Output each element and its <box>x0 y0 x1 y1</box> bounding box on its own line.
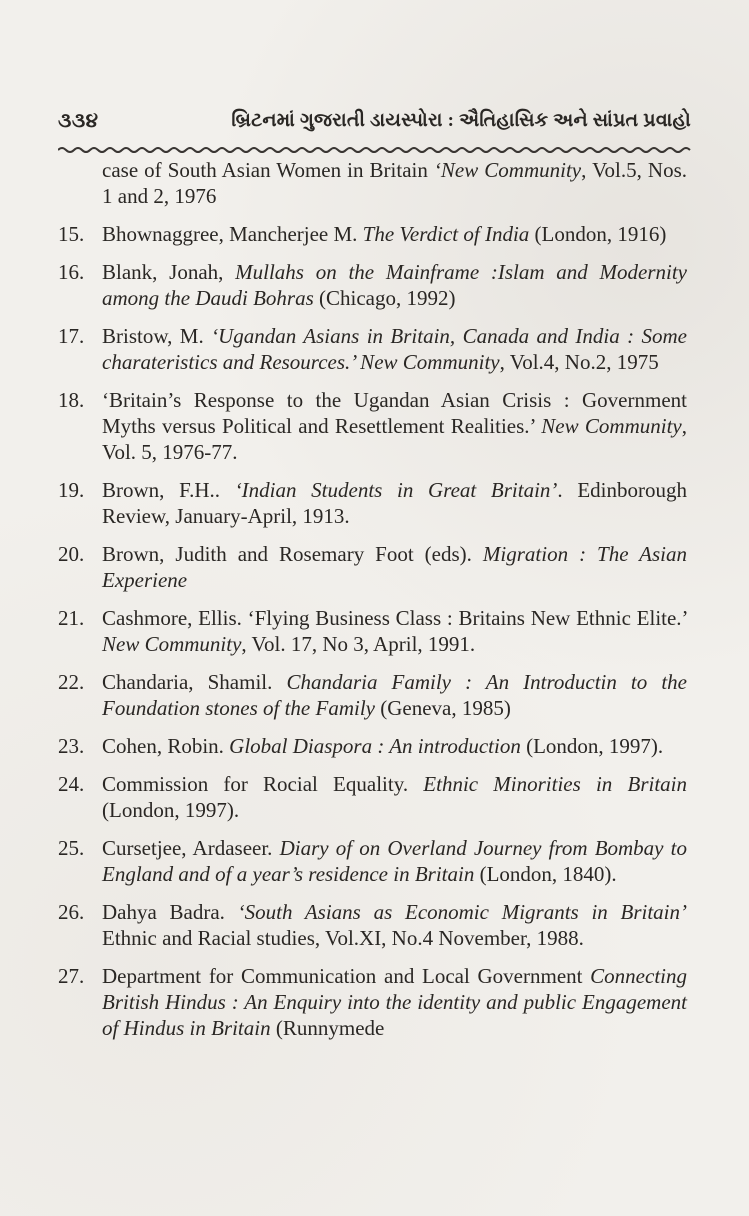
entry-title-italic: New Community <box>541 414 682 438</box>
bibliography-entry <box>58 733 687 759</box>
entry-title-italic: Mullahs on the Mainframe :Islam and Modernity among the Daudi Bohras <box>102 260 688 310</box>
bibliography-entry <box>58 835 687 887</box>
entry-number: 18. <box>58 388 85 412</box>
page-header <box>58 110 691 142</box>
entry-title-italic: The Verdict of India <box>362 222 530 246</box>
entry-number: 15. <box>58 222 85 246</box>
entry-text-segment: case of South Asian Women in Britain <box>102 158 434 182</box>
entry-text-segment: (London, 1916) <box>529 222 667 246</box>
entry-text-segment: Chandaria, Shamil. <box>102 670 287 694</box>
entry-number: 21. <box>58 606 85 630</box>
entry-title-italic: Migration : The Asian Experiene <box>102 542 687 592</box>
entry-text <box>102 541 687 593</box>
entry-text <box>102 669 687 721</box>
entry-text-segment: , Vol.4, No.2, 1975 <box>499 350 659 374</box>
bibliography-entry <box>58 771 687 823</box>
entry-number: 22. <box>58 670 85 694</box>
entry-text-segment: (London, 1997). <box>520 734 664 758</box>
entry-text <box>102 835 687 887</box>
entry-text <box>102 771 687 823</box>
entry-text-segment: Dahya Badra. <box>102 900 238 924</box>
bibliography-entry <box>58 963 687 1041</box>
bibliography-entry <box>58 221 687 247</box>
bibliography-entry <box>58 157 687 209</box>
running-title: બ્રિટનમાં ગુજરાતી ડાયસ્પોરા : ઐતિહાસિક અને સાંપ્રત પ્રવાહો <box>231 110 691 131</box>
entry-number: 16. <box>58 260 85 284</box>
entry-text-segment: (Runnymede <box>270 1016 385 1040</box>
page-number: ૩૩૪ <box>58 110 99 132</box>
bibliography-entry <box>58 259 687 311</box>
bibliography-entry <box>58 899 687 951</box>
entry-text-segment: (London, 1840). <box>474 862 617 886</box>
entry-text <box>102 477 687 529</box>
entry-text-segment: Bristow, M. <box>102 324 212 348</box>
bibliography-entry <box>58 323 687 375</box>
entry-text-segment: ‘Britain’s Response to the Ugandan Asian Crisis : Government Myths versus Political and Resettlement Realities.’ <box>102 388 687 438</box>
entry-text-segment: Brown, Judith and Rosemary Foot (eds). <box>102 542 483 566</box>
entry-text-segment: Cohen, Robin. <box>102 734 230 758</box>
entry-text <box>102 899 687 951</box>
entry-text <box>102 963 687 1041</box>
entry-text-segment: (Geneva, 1985) <box>374 696 511 720</box>
bibliography-entry <box>58 387 687 465</box>
entry-title-italic: ‘New Community <box>433 158 582 182</box>
entry-text <box>102 387 687 465</box>
entry-number: 25. <box>58 836 85 860</box>
entry-title-italic: New Community <box>102 632 242 656</box>
bibliography-entry <box>58 541 687 593</box>
entry-text <box>102 259 687 311</box>
entry-text <box>102 733 687 759</box>
entry-number: 23. <box>58 734 85 758</box>
entry-text-segment: Cursetjee, Ardaseer. <box>102 836 280 860</box>
entry-text <box>102 605 687 657</box>
entry-text-segment: . Edinborough Review, January-April, 1913. <box>102 478 688 528</box>
entry-number: 26. <box>58 900 85 924</box>
entry-number: 19. <box>58 478 85 502</box>
entry-text-segment: Department for Communication and Local Government <box>102 964 591 988</box>
wavy-rule-icon <box>58 146 691 154</box>
entry-text-segment: Blank, Jonah, <box>102 260 236 284</box>
entry-title-italic: ‘Ugandan Asians in Britain, Canada and India : Some charateristics and Resources.’ New Community <box>102 324 687 374</box>
entry-text-segment: Bhownaggree, Mancherjee M. <box>102 222 363 246</box>
entry-title-italic: Global Diaspora : An introduction <box>229 734 521 758</box>
entry-title-italic: Connecting British Hindus : An Enquiry into the identity and public Engagement of Hindus in Britain <box>102 964 687 1040</box>
entry-text <box>102 221 687 247</box>
entry-text <box>102 323 687 375</box>
bibliography-list <box>58 157 687 1053</box>
entry-number: 20. <box>58 542 85 566</box>
entry-title-italic: Chandaria Family : An Introductin to the Foundation stones of the Family <box>102 670 687 720</box>
entry-number: 27. <box>58 964 85 988</box>
entry-text-segment: (Chicago, 1992) <box>313 286 456 310</box>
bibliography-entry <box>58 605 687 657</box>
entry-title-italic: Diary of on Overland Journey from Bombay to England and of a year’s residence in Britain <box>102 836 687 886</box>
entry-text-segment: Ethnic and Racial studies, Vol.XI, No.4 November, 1988. <box>102 926 584 950</box>
entry-text-segment: , Vol.5, Nos. 1 and 2, 1976 <box>102 158 687 208</box>
entry-title-italic: ‘Indian Students in Great Britain’ <box>234 478 558 502</box>
entry-text-segment: Cashmore, Ellis. ‘Flying Business Class : Britains New Ethnic Elite.’ <box>102 606 687 630</box>
entry-text-segment: , Vol. 17, No 3, April, 1991. <box>241 632 476 656</box>
entry-text-segment: Brown, F.H.. <box>102 478 235 502</box>
entry-title-italic: Ethnic Minorities in Britain <box>423 772 687 796</box>
header-rule <box>58 146 691 154</box>
entry-number: 17. <box>58 324 85 348</box>
entry-title-italic: ‘South Asians as Economic Migrants in Britain’ <box>237 900 688 924</box>
bibliography-entry <box>58 477 687 529</box>
entry-text-segment: , Vol. 5, 1976-77. <box>102 414 687 464</box>
bibliography-entry <box>58 669 687 721</box>
entry-text-segment: (London, 1997). <box>102 798 240 822</box>
entry-text-segment: Commission for Rocial Equality. <box>102 772 424 796</box>
entry-number: 24. <box>58 772 85 796</box>
entry-text <box>102 157 687 209</box>
